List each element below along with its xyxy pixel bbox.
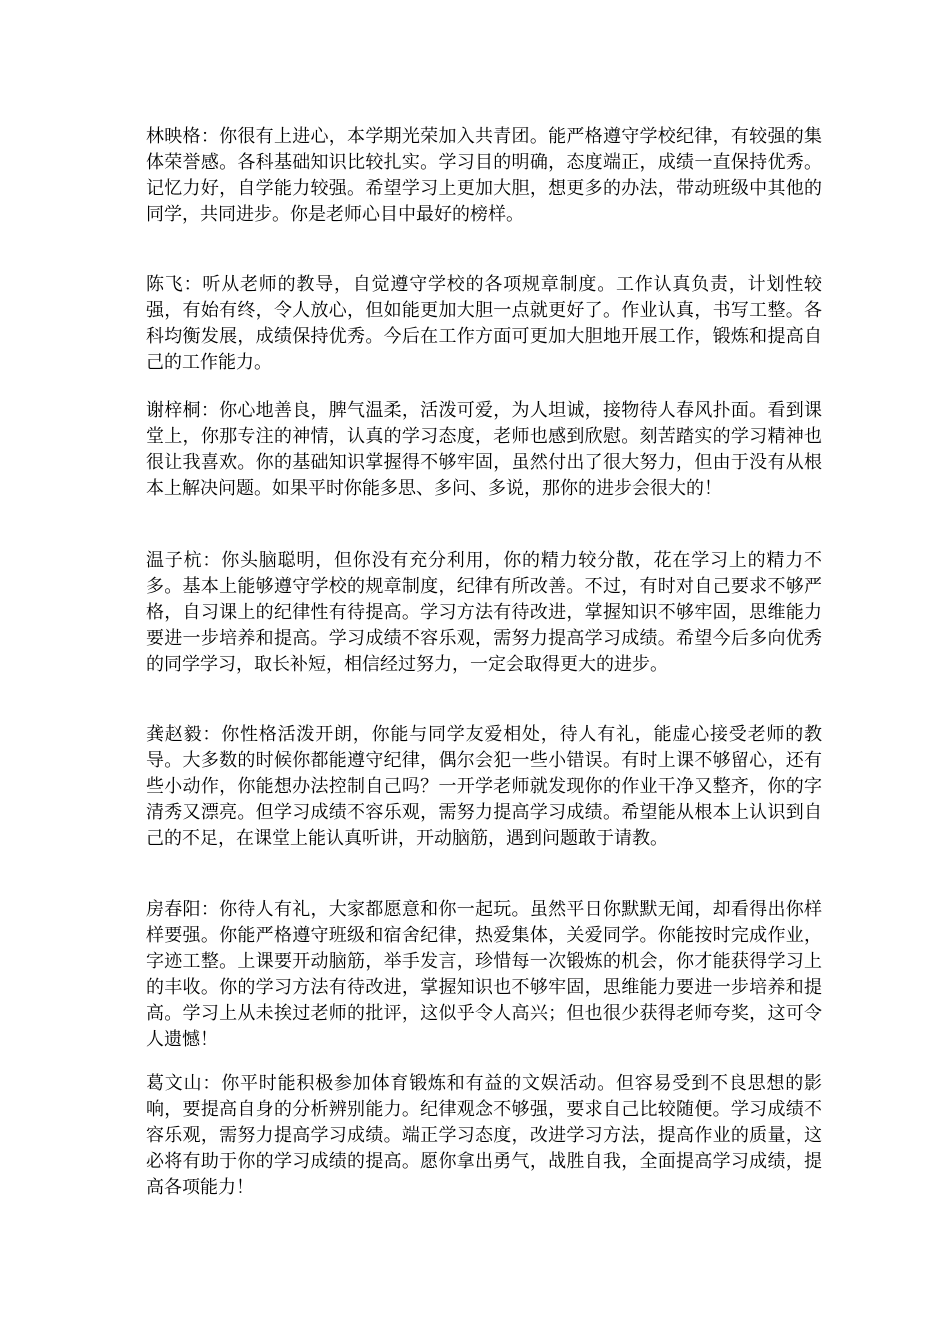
- comment-fang-chunyang: 房春阳：你待人有礼，大家都愿意和你一起玩。虽然平日你默默无闻，却看得出你样样要强。你能严格遵守班级和宿舍纪律，热爱集体，关爱同学。你能按时完成作业，字迹工整。上课要开动脑筋，举手发言，珍惜每一次锻炼的机会，你才能获得学习上的丰收。你的学习方法有待改进，掌握知识也不够牢固，思维能力要进一步培养和提高。学习上从未挨过老师的批评，这似乎令人高兴；但也很少获得老师夸奖，这可令人遗憾！: [146, 899, 822, 1050]
- comment-chen-fei: 陈飞：听从老师的教导，自觉遵守学校的各项规章制度。工作认真负责，计划性较强，有始有终，令人放心，但如能更加大胆一点就更好了。作业认真，书写工整。各科均衡发展，成绩保持优秀。今后在工作方面可更加大胆地开展工作，锻炼和提高自己的工作能力。: [146, 274, 822, 373]
- comment-gong-zhaoyi: 龚赵毅：你性格活泼开朗，你能与同学友爱相处，待人有礼，能虚心接受老师的教导。大多数的时候你都能遵守纪律，偶尔会犯一些小错误。有时上课不够留心，还有些小动作，你能想办法控制自己吗？一开学老师就发现你的作业干净又整齐，你的字清秀又漂亮。但学习成绩不容乐观，需努力提高学习成绩。希望能从根本上认识到自己的不足，在课堂上能认真听讲，开动脑筋，遇到问题敢于请教。: [146, 724, 822, 849]
- comment-lin-yingge: 林映格：你很有上进心，本学期光荣加入共青团。能严格遵守学校纪律，有较强的集体荣誉感。各科基础知识比较扎实。学习目的明确，态度端正，成绩一直保持优秀。记忆力好，自学能力较强。希望学习上更加大胆，想更多的办法，带动班级中其他的同学，共同进步。你是老师心目中最好的榜样。: [146, 126, 822, 225]
- comment-wen-zihang: 温子杭：你头脑聪明，但你没有充分利用，你的精力较分散，花在学习上的精力不多。基本上能够遵守学校的规章制度，纪律有所改善。不过，有时对自己要求不够严格，自习课上的纪律性有待提高。学习方法有待改进，掌握知识不够牢固，思维能力要进一步培养和提高。学习成绩不容乐观，需努力提高学习成绩。希望今后多向优秀的同学学习，取长补短，相信经过努力，一定会取得更大的进步。: [146, 550, 822, 675]
- comment-ge-wenshan: 葛文山：你平时能积极参加体育锻炼和有益的文娱活动。但容易受到不良思想的影响，要提高自身的分析辨别能力。纪律观念不够强，要求自己比较随便。学习成绩不容乐观，需努力提高学习成绩。端正学习态度，改进学习方法，提高作业的质量，这必将有助于你的学习成绩的提高。愿你拿出勇气，战胜自我，全面提高学习成绩，提高各项能力！: [146, 1073, 822, 1198]
- comment-xie-zitong: 谢梓桐：你心地善良，脾气温柔，活泼可爱，为人坦诚，接物待人春风扑面。看到课堂上，你那专注的神情，认真的学习态度，老师也感到欣慰。刻苦踏实的学习精神也很让我喜欢。你的基础知识掌握得不够牢固，虽然付出了很大努力，但由于没有从根本上解决问题。如果平时你能多思、多问、多说，那你的进步会很大的！: [146, 400, 822, 499]
